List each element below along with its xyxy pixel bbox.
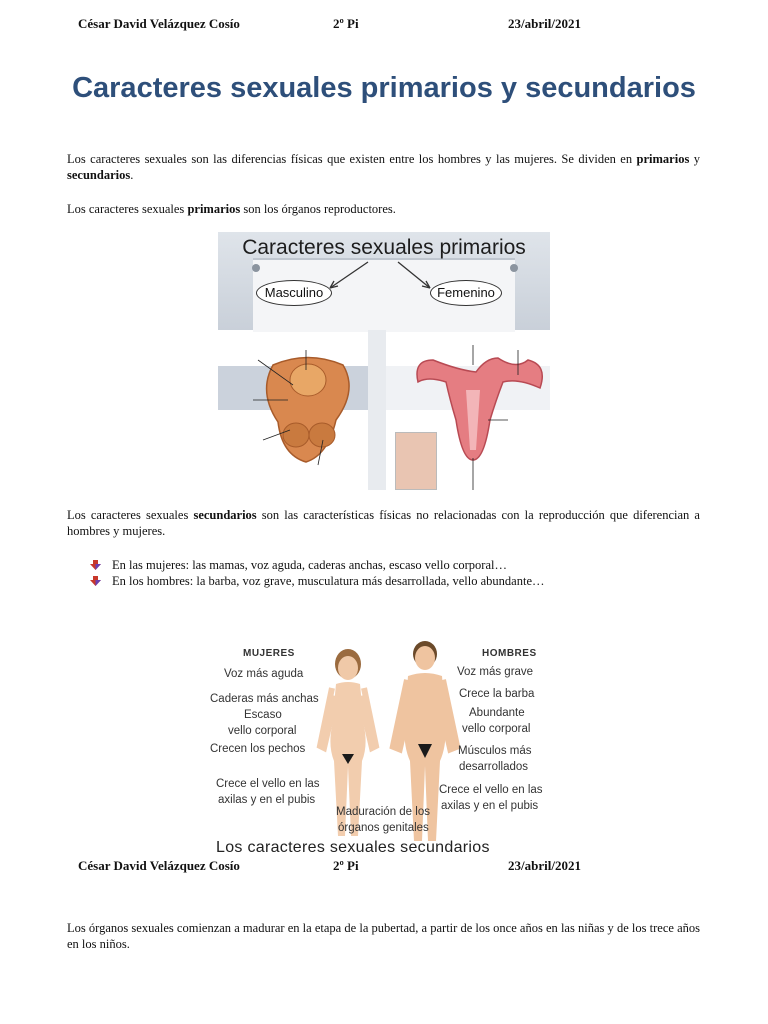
author-name: César David Velázquez Cosío — [78, 16, 240, 31]
page-title: Caracteres sexuales primarios y secundarios — [72, 72, 696, 104]
reproductive-organs-illustration — [218, 330, 550, 490]
arrow-bullet-icon — [90, 560, 101, 570]
women-trait: Voz más aguda — [224, 668, 304, 680]
men-trait: Abundante — [469, 707, 525, 719]
men-header: HOMBRES — [482, 648, 537, 659]
primary-paragraph: Los caracteres sexuales primarios son los órganos reproductores. — [67, 202, 396, 216]
women-trait: Crece el vello en las — [216, 778, 320, 790]
primary-characteristics-figure — [218, 232, 550, 490]
women-header: MUJERES — [243, 648, 295, 659]
men-trait: Voz más grave — [457, 666, 534, 678]
women-trait: vello corporal — [228, 725, 297, 737]
figure1-title: Caracteres sexuales primarios — [242, 236, 526, 259]
body-thumbnail — [395, 432, 437, 490]
women-trait: Crecen los pechos — [210, 743, 306, 755]
arrow-bullet-icon — [90, 576, 101, 586]
closing-paragraph: Los órganos sexuales comienzan a madurar en la etapa de la pubertad, a partir de los once años en las niñas y de los trece años en los niños. — [67, 921, 700, 951]
center-trait: Maduración de los — [336, 806, 430, 818]
masculino-label: Masculino — [256, 280, 332, 306]
secondary-paragraph: Los caracteres sexuales secundarios son las características físicas no relacionadas con la reproducción que diferencian a hombres y mujeres. — [67, 508, 700, 538]
men-trait: Crece el vello en las — [439, 784, 543, 796]
men-trait: desarrollados — [459, 761, 529, 773]
list-item: En los hombres: la barba, voz grave, musculatura más desarrollada, vello abundante… — [90, 573, 545, 589]
intro-paragraph: Los caracteres sexuales son las diferencias físicas que existen entre los hombres y las mujeres. Se dividen en primarios y secundarios. — [67, 152, 700, 182]
figure2-caption: Los caracteres sexuales secundarios — [216, 839, 490, 852]
date-label: 23/abril/2021 — [508, 858, 581, 873]
women-trait: Caderas más anchas — [210, 693, 319, 705]
group-label: 2º Pi — [333, 16, 359, 31]
arrows-illustration — [218, 232, 550, 330]
author-name: César David Velázquez Cosío — [78, 858, 240, 873]
secondary-list — [90, 557, 545, 589]
women-trait: axilas y en el pubis — [218, 794, 316, 806]
femenino-label: Femenino — [430, 280, 502, 306]
men-trait: vello corporal — [462, 723, 531, 735]
group-label: 2º Pi — [333, 858, 359, 873]
page-header — [0, 858, 768, 878]
center-trait: órganos genitales — [338, 822, 429, 834]
list-item: En las mujeres: las mamas, voz aguda, caderas anchas, escaso vello corporal… — [90, 557, 545, 573]
men-trait: Músculos más — [458, 745, 532, 757]
men-trait: axilas y en el pubis — [441, 800, 539, 812]
secondary-characteristics-figure — [208, 636, 554, 852]
men-trait: Crece la barba — [459, 688, 535, 700]
women-trait: Escaso — [244, 709, 282, 721]
date-label: 23/abril/2021 — [508, 16, 581, 31]
page-header — [0, 16, 768, 36]
